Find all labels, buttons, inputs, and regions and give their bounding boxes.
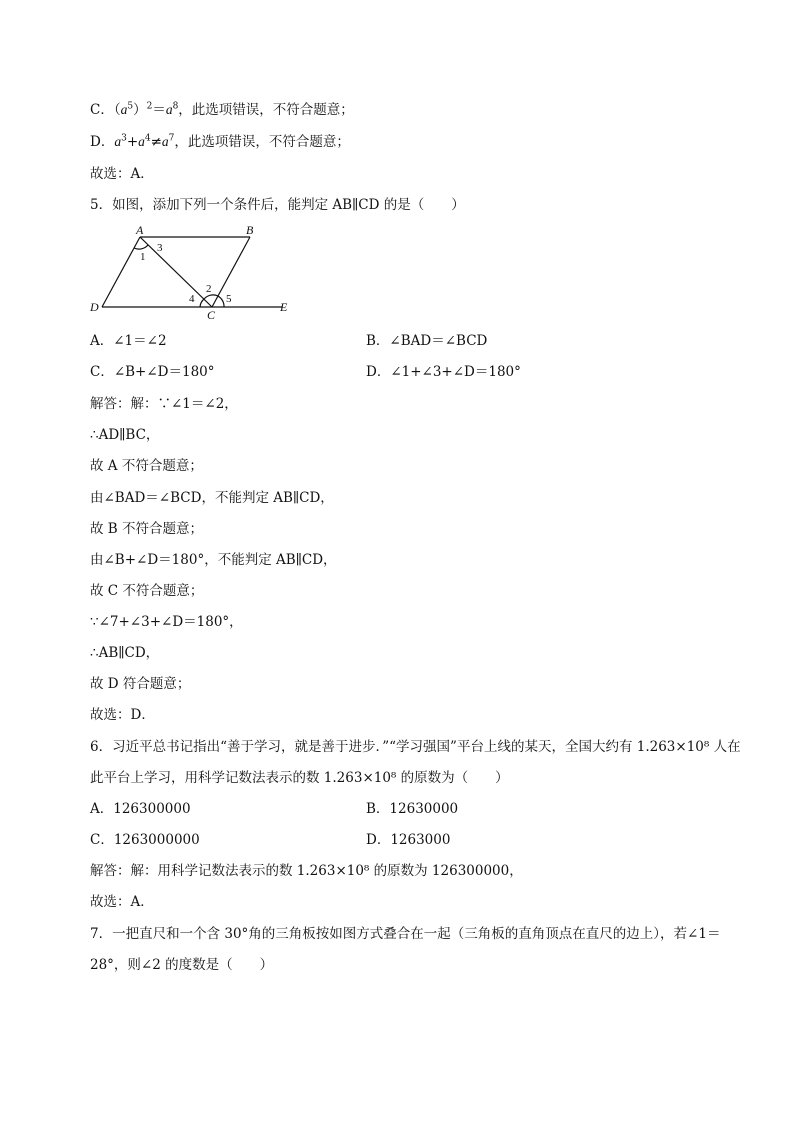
angle-arc-5 xyxy=(218,296,224,307)
q5-solution-line: 由∠B+∠D＝180°，不能判定 AB∥CD， xyxy=(90,552,337,568)
exponent: 7 xyxy=(168,133,175,144)
label-d: D xyxy=(90,300,99,314)
q4-option-d-explanation xyxy=(90,133,350,151)
angle-arc-2 xyxy=(204,295,218,299)
q7-stem-line-2: 28°，则∠2 的度数是（ ） xyxy=(90,957,274,973)
var: a xyxy=(165,102,173,117)
exponent: 5 xyxy=(127,101,134,112)
q5-option-d: D．∠1+∠3+∠D＝180° xyxy=(366,364,521,380)
q5-solution-line: 故 B 不符合题意； xyxy=(90,521,204,537)
label-b: B xyxy=(246,223,254,237)
label-a: A xyxy=(136,223,144,237)
text: ，此选项错误，不符合题意； xyxy=(174,134,350,150)
q6-stem-line-2: 此平台上学习，用科学记数法表示的数 1.263×10⁸ 的原数为（ ） xyxy=(90,770,509,786)
text: ≠ xyxy=(150,134,162,150)
q5-solution-line: ∴AB∥CD， xyxy=(90,645,160,661)
q4-answer: 故选：A． xyxy=(90,166,154,182)
q5-option-a: A．∠1＝∠2 xyxy=(90,333,167,349)
q6-answer: 故选：A． xyxy=(90,894,154,910)
q5-solution-line: 故 A 不符合题意； xyxy=(90,458,203,474)
q6-option-c: C．1263000000 xyxy=(90,832,200,848)
angle-label-1: 1 xyxy=(140,251,146,263)
angle-label-4: 4 xyxy=(189,293,195,305)
segment-ac xyxy=(140,237,212,307)
exponent: 4 xyxy=(144,133,151,144)
text: ，此选项错误，不符合题意； xyxy=(178,102,354,118)
label-c: C xyxy=(207,308,216,320)
text: ） xyxy=(133,102,147,118)
text: C．（ xyxy=(90,102,121,118)
q6-stem-line-1: 6．习近平总书记指出“善于学习，就是善于进步．”“学习强国”平台上线的某天，全国大约有 1.263×10⁸ 人在 xyxy=(90,739,741,755)
label-e: E xyxy=(280,300,288,314)
var: a xyxy=(114,134,122,149)
q5-option-b: B．∠BAD＝∠BCD xyxy=(366,333,488,349)
exponent: 3 xyxy=(121,133,127,144)
q4-option-c-explanation xyxy=(90,101,354,119)
q6-option-d: D．1263000 xyxy=(366,832,451,848)
exponent: 2 xyxy=(146,101,153,112)
q5-figure xyxy=(82,220,312,320)
q5-solution-line: 故 D 符合题意； xyxy=(90,676,191,692)
q5-solution-line: ∴AD∥BC， xyxy=(90,427,160,443)
var: a xyxy=(161,134,169,149)
q5-solution-line: 由∠BAD＝∠BCD，不能判定 AB∥CD， xyxy=(90,490,334,506)
q6-solution-line: 解答：解：用科学记数法表示的数 1.263×10⁸ 的原数为 126300000， xyxy=(90,863,523,879)
q5-solution-line: 解答：解：∵∠1＝∠2， xyxy=(90,396,238,412)
q5-stem: 5．如图，添加下列一个条件后，能判定 AB∥CD 的是（ ） xyxy=(90,197,465,213)
text: D． xyxy=(90,134,115,150)
var: a xyxy=(120,102,128,117)
angle-label-2: 2 xyxy=(206,283,212,295)
q7-stem-line-1: 7．一把直尺和一个含 30°角的三角板按如图方式叠合在一起（三角板的直角顶点在直尺的边上），若∠1＝ xyxy=(90,926,721,942)
angle-label-5: 5 xyxy=(226,293,232,305)
angle-arc-a xyxy=(134,245,148,249)
angle-label-3: 3 xyxy=(157,242,163,254)
text: + xyxy=(126,134,139,150)
q5-answer: 故选：D． xyxy=(90,707,155,723)
q6-option-b: B．12630000 xyxy=(366,801,459,817)
q5-option-c: C．∠B+∠D＝180° xyxy=(90,364,215,380)
q6-option-a: A．126300000 xyxy=(90,801,191,817)
var: a xyxy=(138,134,145,149)
angle-arc-4 xyxy=(200,299,204,307)
q5-solution-line: 故 C 不符合题意； xyxy=(90,583,204,599)
q5-solution-line: ∵∠7+∠3+∠D＝180°， xyxy=(90,614,243,630)
text: ＝ xyxy=(152,102,166,118)
exponent: 8 xyxy=(172,101,179,112)
